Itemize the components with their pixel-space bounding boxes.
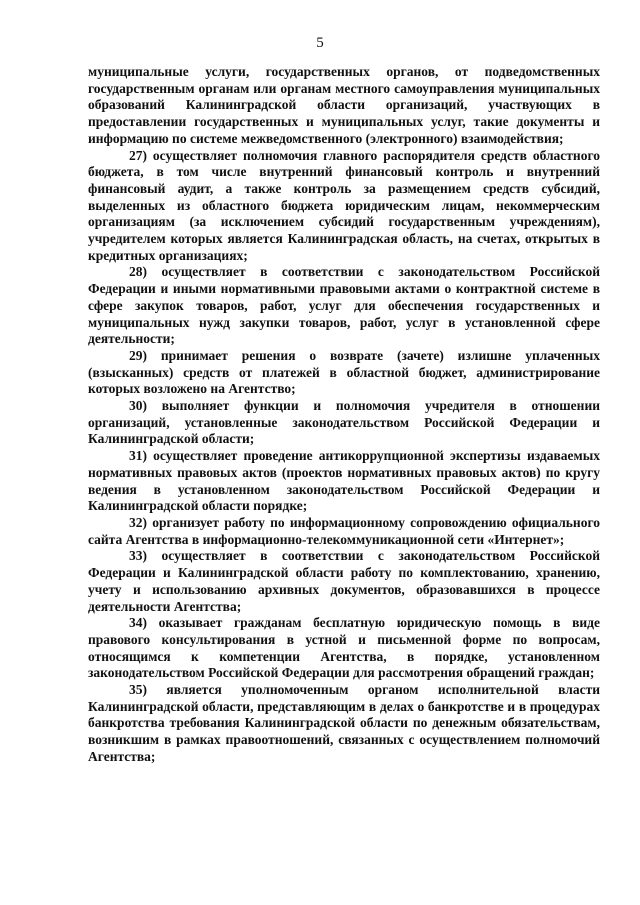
paragraph-continuation: муниципальные услуги, государственных органов, от подведомственных государственным органам или органам местного самоуправления муниципальных образований Калининградской области организаций, участвующих в предоставлении государственных и муниципальных услуг, такие документы и информацию по системе межведомственного (электронного) взаимодействия; <box>88 64 600 146</box>
paragraph-item-33: 33) осуществляет в соответствии с законодательством Российской Федерации и Калининградской области работу по комплектованию, хранению, учету и использованию архивных документов, образовавшихся в процессе деятельности Агентства; <box>88 548 600 614</box>
paragraph-item-27: 27) осуществляет полномочия главного распорядителя средств областного бюджета, в том числе внутренний финансовый контроль и внутренний финансовый аудит, а также контроль за размещением средств субсидий, выделенных из областного бюджета юридическим лицам, некоммерческим организациям (за исключением субсидий государственным учреждениям), учредителем которых является Калининградская область, на счетах, открытых в кредитных организациях; <box>88 147 600 263</box>
paragraph-item-34: 34) оказывает гражданам бесплатную юридическую помощь в виде правового консультирования в устной и письменной форме по вопросам, относящимся к компетенции Агентства, в порядке, установленном законодательством Российской Федерации для рассмотрения обращений граждан; <box>88 615 600 681</box>
paragraph-item-32: 32) организует работу по информационному сопровождению официального сайта Агентства в информационно-телекоммуникационной сети «Интернет»; <box>88 514 600 547</box>
paragraph-item-35: 35) является уполномоченным органом исполнительной власти Калининградской области, представляющим в делах о банкротстве и в процедурах банкротства требования Калининградской области по денежным обязательствам, возникшим в рамках правоотношений, связанных с осуществлением полномочий Агентства; <box>88 682 600 764</box>
document-body <box>88 64 600 766</box>
paragraph-item-30: 30) выполняет функции и полномочия учредителя в отношении организаций, установленные законодательством Российской Федерации и Калининградской области; <box>88 398 600 447</box>
page-number: 5 <box>316 35 324 51</box>
paragraph-item-29: 29) принимает решения о возврате (зачете) излишне уплаченных (взысканных) средств от платежей в областной бюджет, администрирование которых возложено на Агентство; <box>88 347 600 397</box>
paragraph-item-28: 28) осуществляет в соответствии с законодательством Российской Федерации и иными нормативными правовыми актами о контрактной системе в сфере закупок товаров, работ, услуг для обеспечения государственных и муниципальных нужд закупки товаров, работ, услуг в установленной сфере деятельности; <box>88 264 600 347</box>
paragraph-item-31: 31) осуществляет проведение антикоррупционной экспертизы издаваемых нормативных правовых актов (проектов нормативных правовых актов) по кругу ведения в установленном законодательством Российской Федерации и Калининградской области порядке; <box>88 448 600 514</box>
